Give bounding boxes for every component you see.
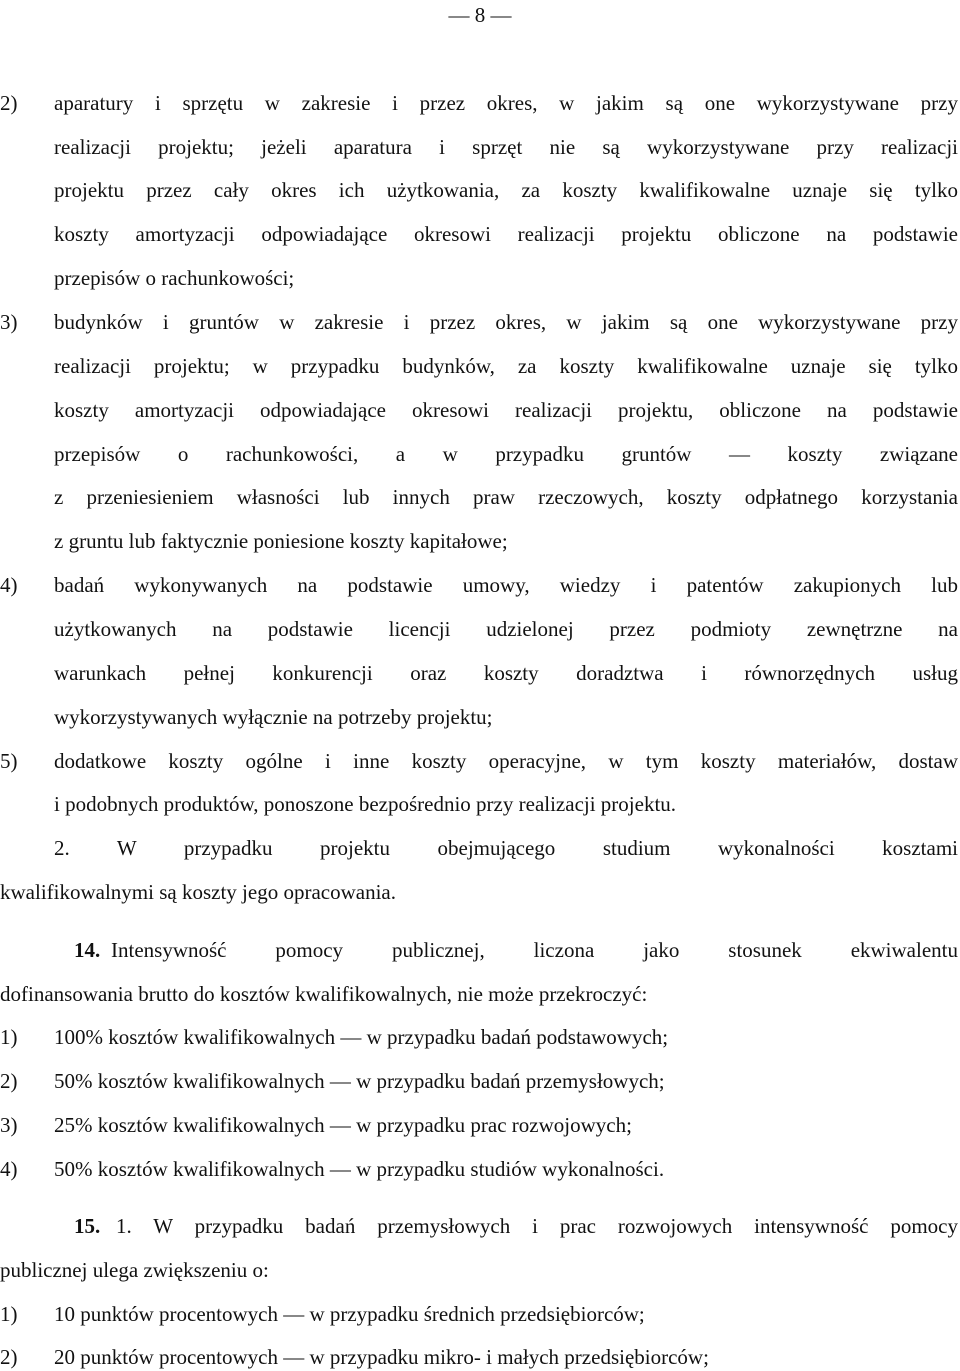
item-text: 50% kosztów kwalifikowalnych — w przypadku studiów wykonalności. (54, 1157, 665, 1181)
section-text: Intensywność pomocy publicznej, liczona jako stosunek ekwiwalentu (111, 938, 958, 962)
text-line: publicznej ulega zwiększeniu o: (0, 1258, 269, 1282)
item-text: aparatury i sprzętu w zakresie i przez okres, w jakim są one wykorzystywane przy (54, 91, 958, 115)
section-number: 15. (74, 1214, 101, 1238)
list-item (0, 1344, 960, 1370)
item-text: 10 punktów procentowych — w przypadku średnich przedsiębiorców; (54, 1302, 645, 1326)
text-line: kwalifikowalnymi są koszty jego opracowania. (0, 880, 396, 904)
item-number: 1) (0, 1025, 18, 1049)
text-line: warunkach pełnej konkurencji oraz koszty doradztwa i równorzędnych usług (54, 661, 958, 685)
item-number: 4) (0, 1157, 18, 1181)
item-number: 3) (0, 310, 18, 334)
page-number: — 8 — (448, 3, 512, 27)
item-text: dodatkowe koszty ogólne i inne koszty operacyjne, w tym koszty materiałów, dostaw (54, 749, 958, 773)
text-line (0, 309, 960, 335)
item-number: 2) (0, 91, 18, 115)
list-item (0, 1301, 960, 1327)
text-line (0, 572, 960, 598)
item-number: 4) (0, 573, 18, 597)
list-item (0, 1112, 960, 1138)
item-number: 3) (0, 1113, 18, 1137)
text-line: koszty amortyzacji odpowiadające okresowi realizacji projektu, obliczone na podstawie (54, 398, 958, 422)
list-item (0, 1156, 960, 1182)
text-line: przepisów o rachunkowości; (54, 266, 295, 290)
section-text: 1. W przypadku badań przemysłowych i prac rozwojowych intensywność pomocy (116, 1214, 958, 1238)
text-line (0, 748, 960, 774)
item-text: 100% kosztów kwalifikowalnych — w przypadku badań podstawowych; (54, 1025, 669, 1049)
text-line: użytkowanych na podstawie licencji udzielonej przez podmioty zewnętrzne na (54, 617, 958, 641)
item-text: 50% kosztów kwalifikowalnych — w przypadku badań przemysłowych; (54, 1069, 665, 1093)
item-text: 20 punktów procentowych — w przypadku mikro- i małych przedsiębiorców; (54, 1345, 709, 1369)
text-line: koszty amortyzacji odpowiadające okresowi realizacji projektu obliczone na podstawie (54, 222, 958, 246)
text-line (0, 90, 960, 116)
text-line: z przeniesieniem własności lub innych praw rzeczowych, koszty odpłatnego korzystania (54, 485, 958, 509)
text-line: i podobnych produktów, ponoszone bezpośrednio przy realizacji projektu. (54, 792, 677, 816)
text-line (54, 937, 958, 963)
text-line: z gruntu lub faktycznie poniesione koszty kapitałowe; (54, 529, 508, 553)
item-text: budynków i gruntów w zakresie i przez okres, w jakim są one wykorzystywane przy (54, 310, 958, 334)
text-line: realizacji projektu; w przypadku budynków, za koszty kwalifikowalne uznaje się tylko (54, 354, 958, 378)
item-number: 2) (0, 1069, 18, 1093)
text-line: realizacji projektu; jeżeli aparatura i sprzęt nie są wykorzystywane przy realizacji (54, 135, 958, 159)
text-line: dofinansowania brutto do kosztów kwalifikowalnych, nie może przekroczyć: (0, 982, 648, 1006)
item-text: 25% kosztów kwalifikowalnych — w przypadku prac rozwojowych; (54, 1113, 632, 1137)
text-line: projektu przez cały okres ich użytkowania, za koszty kwalifikowalne uznaje się tylko (54, 178, 958, 202)
item-number: 2) (0, 1345, 18, 1369)
section-number: 14. (74, 938, 101, 962)
text-line: przepisów o rachunkowości, a w przypadku gruntów — koszty związane (54, 442, 958, 466)
text-line: 2. W przypadku projektu obejmującego studium wykonalności kosztami (54, 836, 958, 860)
item-number: 5) (0, 749, 18, 773)
list-item (0, 1024, 960, 1050)
text-line (54, 1213, 958, 1239)
item-number: 1) (0, 1302, 18, 1326)
list-item (0, 1068, 960, 1094)
item-text: badań wykonywanych na podstawie umowy, wiedzy i patentów zakupionych lub (54, 573, 958, 597)
text-line: wykorzystywanych wyłącznie na potrzeby projektu; (54, 705, 493, 729)
